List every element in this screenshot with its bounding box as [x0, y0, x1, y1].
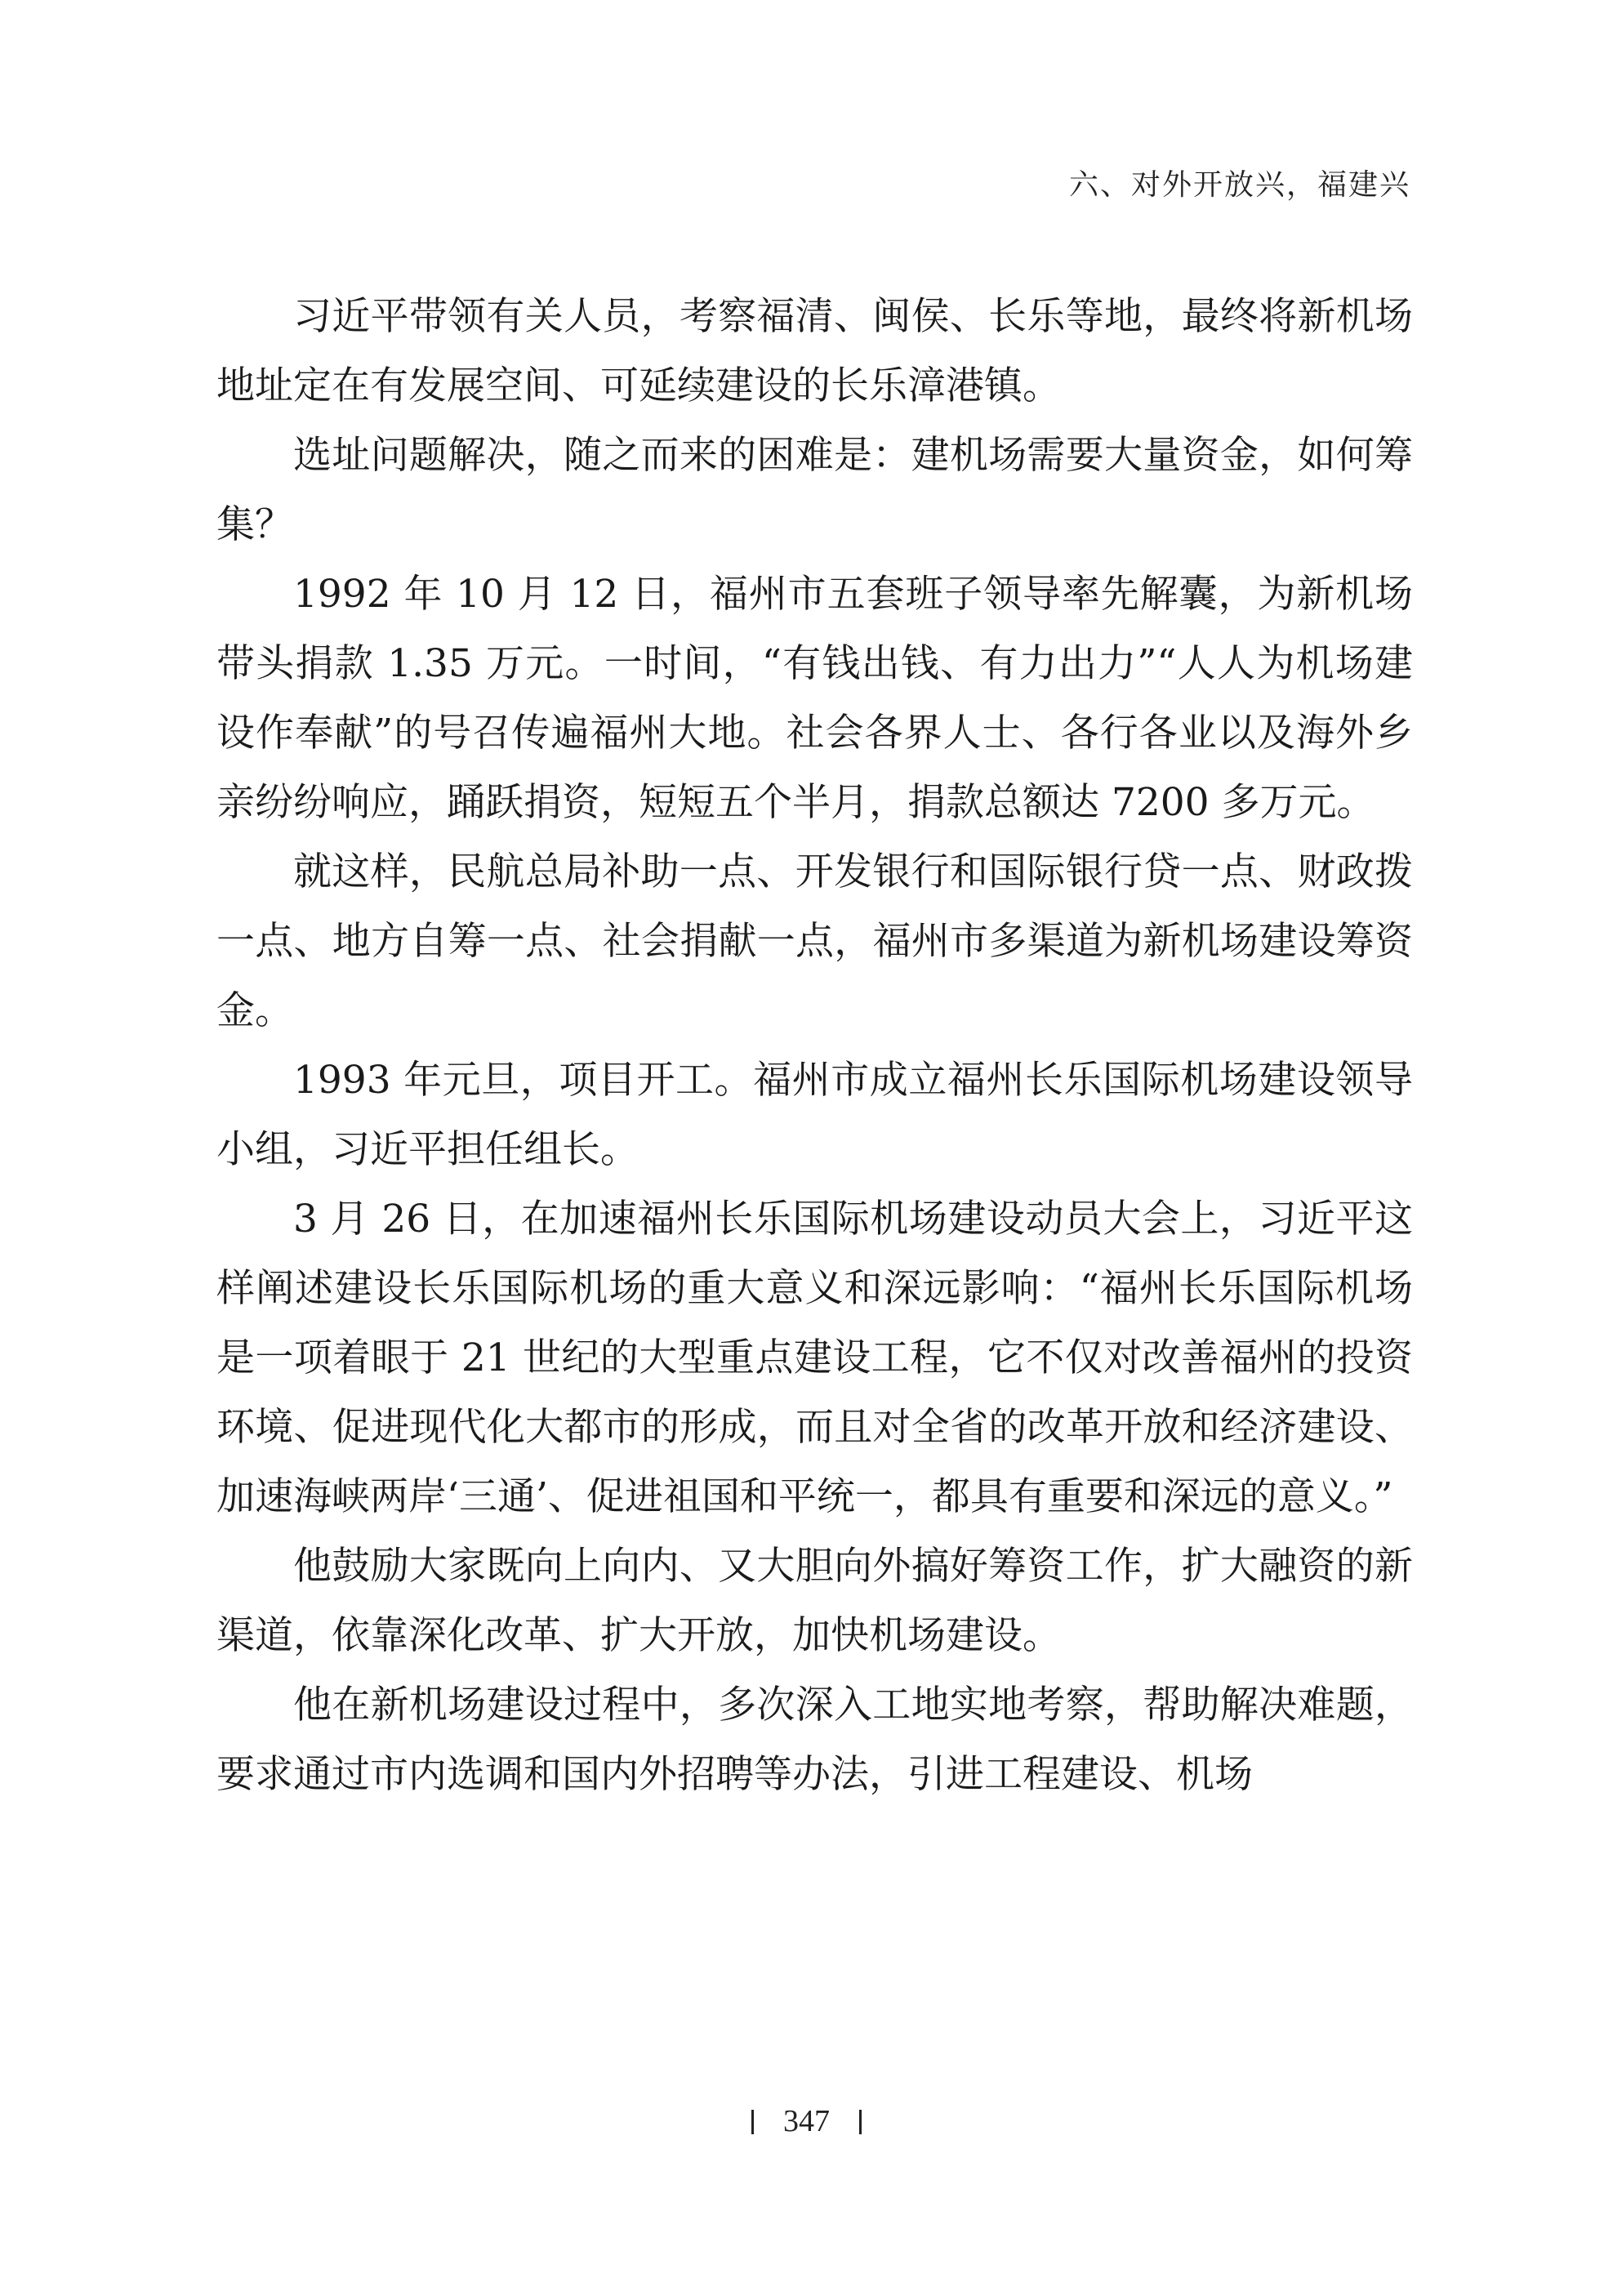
- paragraph: 就这样，民航总局补助一点、开发银行和国际银行贷一点、财政拨一点、地方自筹一点、社会捐献一点，福州市多渠道为新机场建设筹资金。: [216, 849, 1413, 1033]
- page-number-right-bar: [859, 2110, 862, 2134]
- page-number-left-bar: [751, 2110, 754, 2134]
- page-footer: [0, 2103, 1613, 2139]
- body-text: [216, 282, 1413, 1809]
- paragraph: 他鼓励大家既向上向内、又大胆向外搞好筹资工作，扩大融资的新渠道，依靠深化改革、扩大开放，加快机场建设。: [216, 1544, 1413, 1658]
- paragraph: 习近平带领有关人员，考察福清、闽侯、长乐等地，最终将新机场地址定在有发展空间、可延续建设的长乐漳港镇。: [216, 294, 1413, 408]
- running-header: 六、对外开放兴，福建兴: [1068, 168, 1410, 202]
- paragraph: 3 月 26 日，在加速福州长乐国际机场建设动员大会上，习近平这样阐述建设长乐国际机场的重大意义和深远影响：“福州长乐国际机场是一项着眼于 21 世纪的大型重点建设工程，它不仅对改善福州的投资环境、促进现代化大都市的形成，而且对全省的改革开放和经济建设、加速海峡两岸‘三通’、促进祖国和平统一，都具有重要和深远的意义。”: [216, 1197, 1413, 1519]
- paragraph: 1992 年 10 月 12 日，福州市五套班子领导率先解囊，为新机场带头捐款 1.35 万元。一时间，“有钱出钱、有力出力”“人人为机场建设作奉献”的号召传遍福州大地。社会各界人士、各行各业以及海外乡亲纷纷响应，踊跃捐资，短短五个半月，捐款总额达 7200 多万元。: [216, 572, 1413, 825]
- page-number: 347: [783, 2104, 830, 2138]
- paragraph: 1993 年元旦，项目开工。福州市成立福州长乐国际机场建设领导小组，习近平担任组长。: [216, 1058, 1413, 1172]
- paragraph: 选址问题解决，随之而来的困难是：建机场需要大量资金，如何筹集？: [216, 433, 1413, 547]
- paragraph: 他在新机场建设过程中，多次深入工地实地考察，帮助解决难题，要求通过市内选调和国内外招聘等办法，引进工程建设、机场: [216, 1683, 1413, 1797]
